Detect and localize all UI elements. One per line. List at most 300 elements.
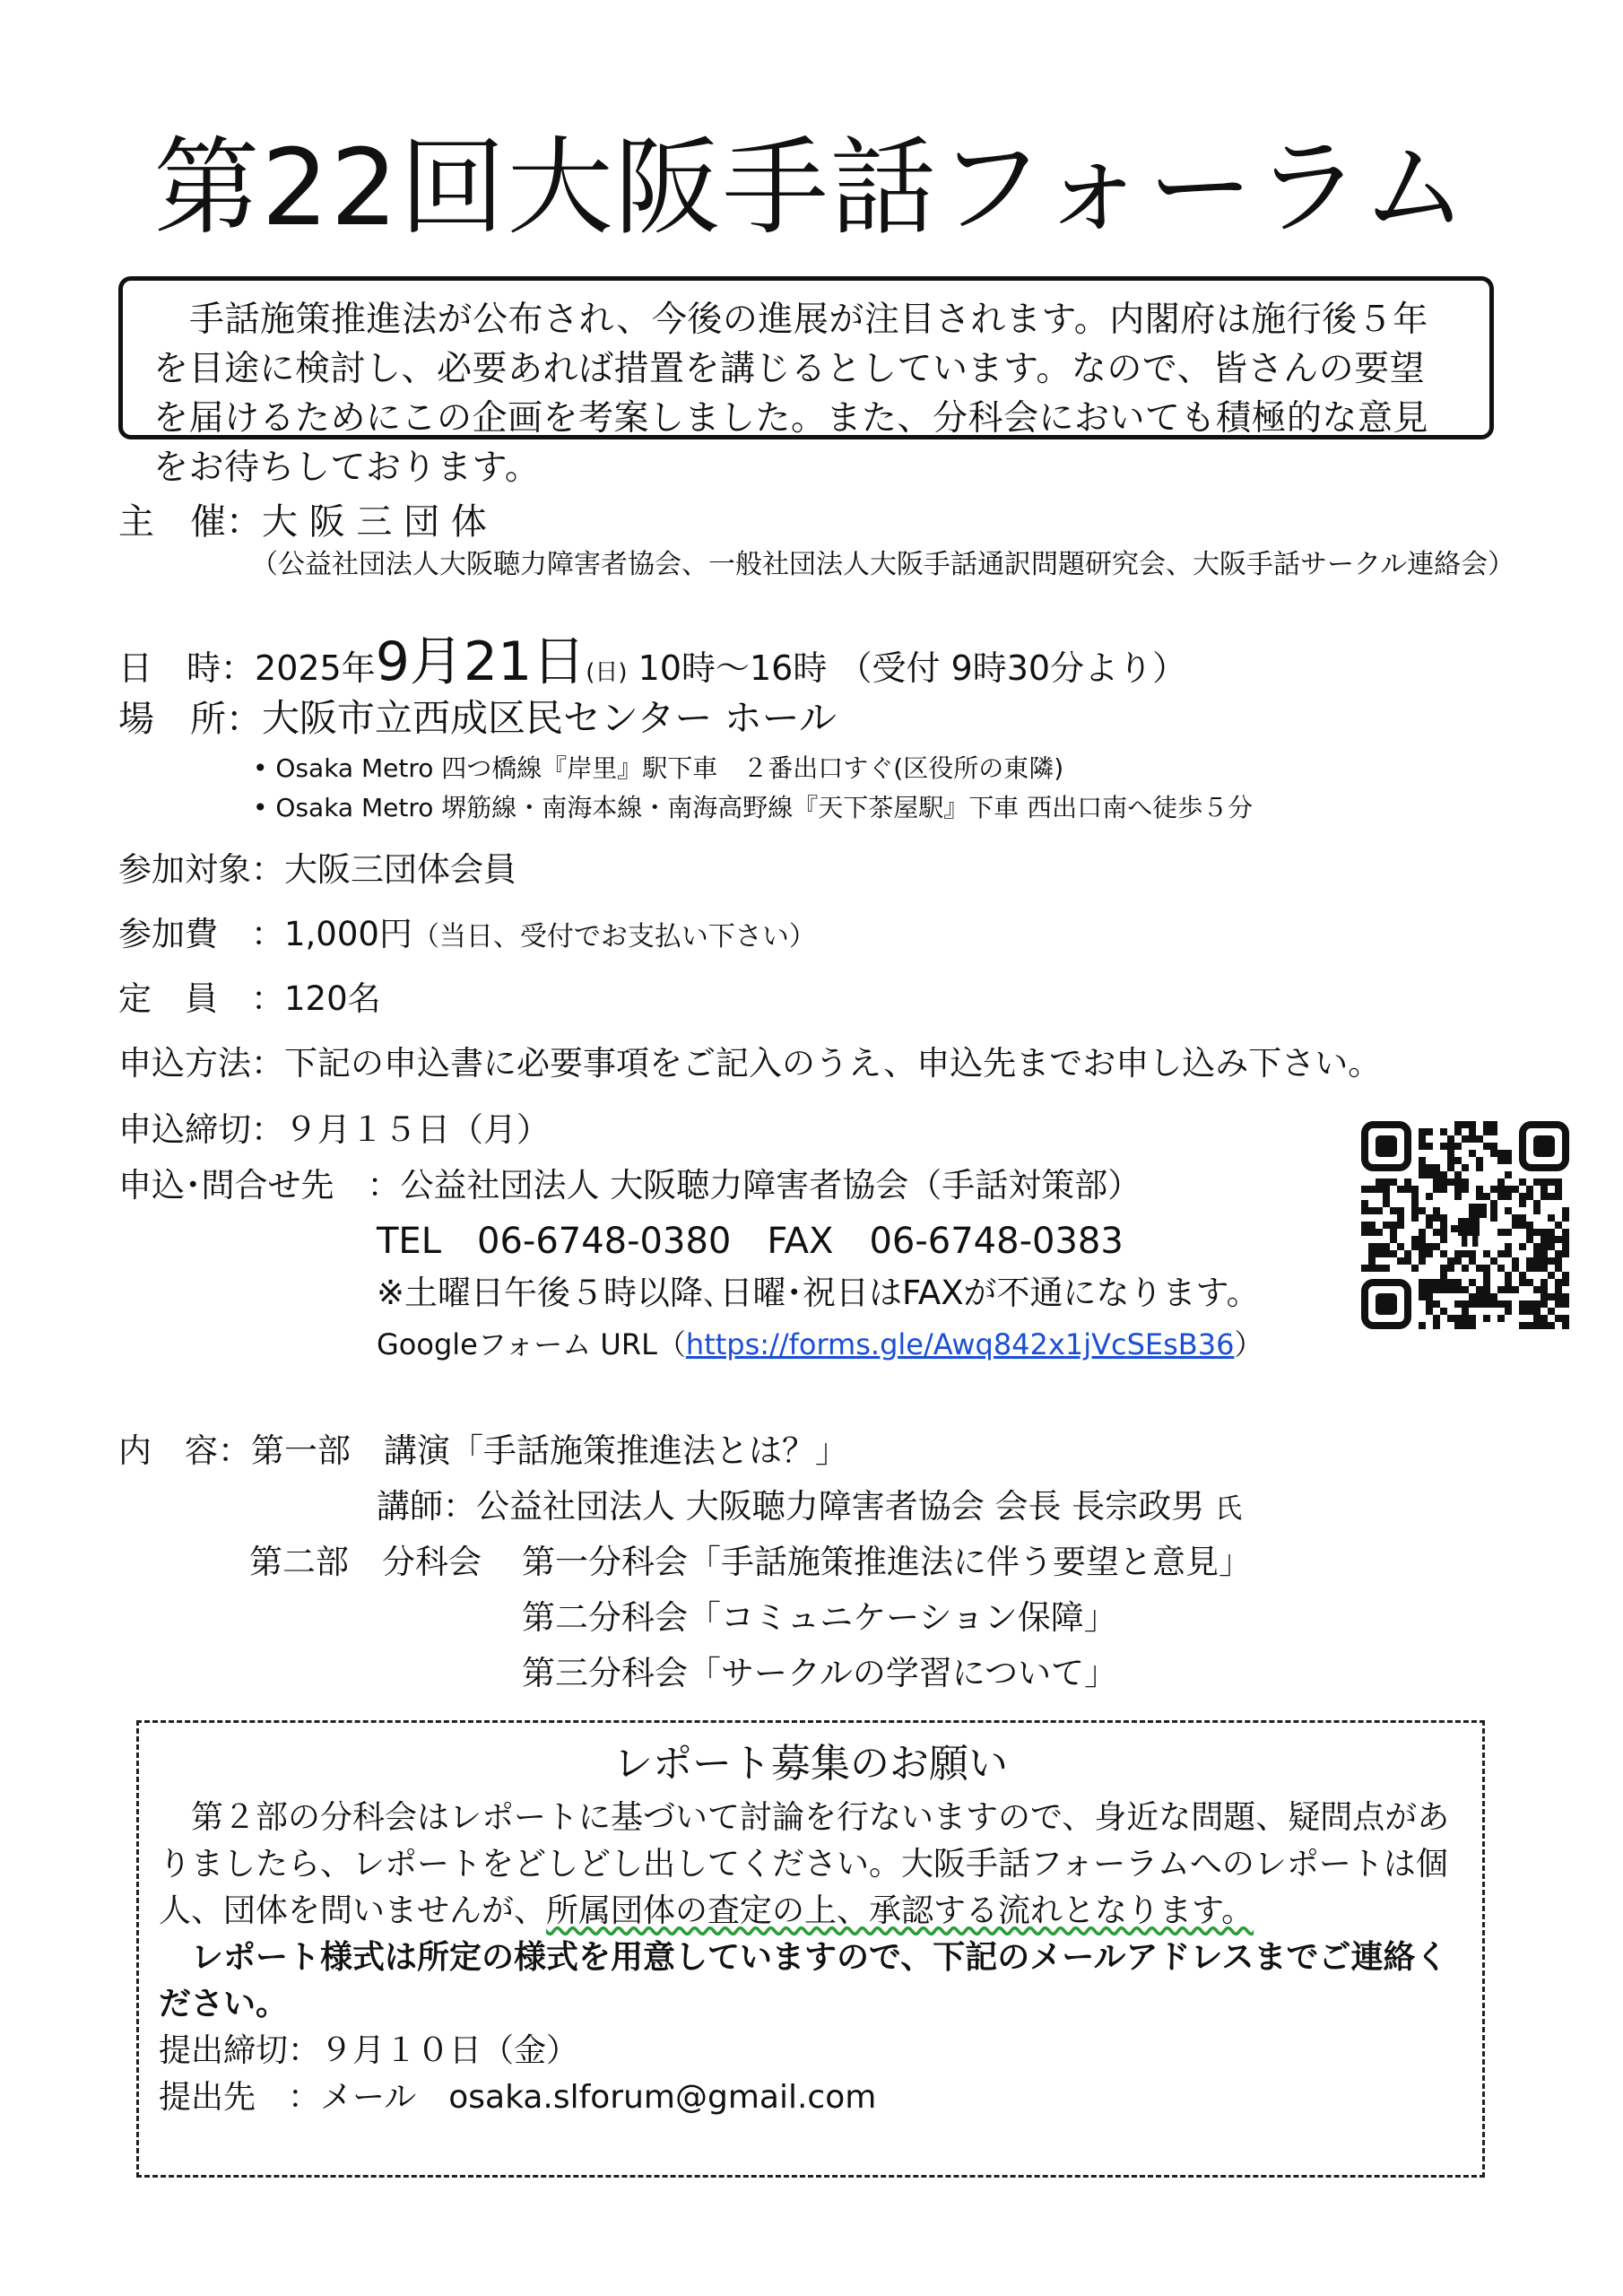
report-box (136, 1720, 1485, 2178)
contact-row (118, 1166, 1141, 1205)
qr-module (1462, 1121, 1469, 1128)
qr-module (1397, 1207, 1404, 1214)
qr-module (1368, 1243, 1376, 1250)
qr-module (1462, 1250, 1469, 1257)
qr-module (1447, 1135, 1454, 1143)
contact-org: 公益社団法人 大阪聴力障害者協会（手話対策部） (400, 1166, 1141, 1205)
qr-module (1490, 1207, 1497, 1214)
contact-label: 申込･問合せ先 ： (118, 1166, 401, 1205)
qr-module (1368, 1222, 1376, 1229)
qr-module (1562, 1229, 1569, 1236)
datetime-year: 2025年 (255, 648, 376, 688)
qr-module (1426, 1214, 1433, 1222)
qr-module (1454, 1322, 1462, 1329)
qr-module (1368, 1229, 1376, 1236)
qr-module (1426, 1193, 1433, 1200)
qr-module (1497, 1265, 1505, 1272)
qr-module (1483, 1143, 1490, 1150)
qr-module (1483, 1293, 1490, 1300)
qr-module (1426, 1279, 1433, 1286)
fee-note: （当日、受付でお支払い下さい） (412, 921, 816, 952)
qr-module (1490, 1293, 1497, 1300)
qr-module (1490, 1121, 1497, 1128)
qr-module (1361, 1207, 1368, 1214)
qr-module (1548, 1293, 1555, 1300)
qr-module (1562, 1214, 1569, 1222)
content-session-3: 第三分科会「サークルの学習について」 (522, 1654, 1118, 1692)
qr-module (1512, 1265, 1519, 1272)
qr-module (1447, 1279, 1454, 1286)
qr-module (1505, 1279, 1512, 1286)
qr-module (1541, 1229, 1548, 1236)
qr-module (1411, 1265, 1419, 1272)
qr-module (1533, 1207, 1541, 1214)
capacity-value: 120名 (284, 979, 381, 1018)
qr-module (1426, 1164, 1433, 1171)
qr-module (1426, 1128, 1433, 1135)
deadline-value: ９月１５日（月） (284, 1110, 550, 1149)
qr-module (1454, 1279, 1462, 1286)
qr-module (1526, 1322, 1533, 1329)
qr-module (1469, 1300, 1476, 1308)
qr-module (1376, 1229, 1383, 1236)
content-row (118, 1431, 848, 1471)
content-session-1: 第一分科会「手話施策推進法に伴う要望と意見」 (522, 1543, 1252, 1581)
qr-module (1469, 1135, 1476, 1143)
qr-module (1533, 1322, 1541, 1329)
fee-label: 参加費 ： (118, 915, 284, 953)
qr-module (1404, 1250, 1411, 1257)
organizer-detail: （公益社団法人大阪聴力障害者協会、一般社団法人大阪手話通訳問題研究会、大阪手話サークル連絡会） (251, 549, 1515, 580)
qr-module (1533, 1286, 1541, 1293)
qr-module (1490, 1150, 1497, 1157)
qr-module (1419, 1135, 1426, 1143)
qr-module (1469, 1250, 1476, 1257)
capacity-label: 定 員 ： (118, 979, 284, 1018)
qr-module (1440, 1286, 1447, 1293)
qr-module (1541, 1265, 1548, 1272)
qr-module (1541, 1300, 1548, 1308)
qr-module (1433, 1178, 1440, 1186)
datetime-time: 10時～16時 (638, 648, 828, 688)
qr-module (1454, 1286, 1462, 1293)
qr-module (1426, 1308, 1433, 1315)
qr-module (1526, 1300, 1533, 1308)
qr-module (1454, 1171, 1462, 1178)
qr-module (1497, 1157, 1505, 1164)
qr-module (1533, 1308, 1541, 1315)
capacity-row (118, 979, 381, 1019)
qr-module (1469, 1128, 1476, 1135)
qr-module (1433, 1286, 1440, 1293)
qr-module (1490, 1257, 1497, 1265)
qr-module (1390, 1178, 1397, 1186)
qr-module (1548, 1257, 1555, 1265)
qr-module (1519, 1193, 1526, 1200)
qr-module (1433, 1164, 1440, 1171)
qr-module (1419, 1207, 1426, 1214)
qr-module (1541, 1279, 1548, 1286)
venue-access-1: • Osaka Metro 四つ橋線『岸里』駅下車 ２番出口すぐ(区役所の東隣) (253, 753, 1064, 783)
qr-module (1555, 1178, 1562, 1186)
qr-module (1426, 1300, 1433, 1308)
qr-module (1505, 1186, 1512, 1193)
deadline-row (118, 1110, 550, 1150)
qr-module (1433, 1315, 1440, 1322)
qr-module (1490, 1128, 1497, 1135)
qr-module (1462, 1300, 1469, 1308)
qr-module (1555, 1293, 1562, 1300)
qr-module (1440, 1308, 1447, 1315)
content-part1: 第一部 講演「手話施策推進法とは？」 (251, 1431, 848, 1470)
qr-module (1419, 1229, 1426, 1236)
qr-module (1419, 1164, 1426, 1171)
contact-note: ※土曜日午後５時以降､日曜･祝日はFAXが不通になります。 (377, 1274, 1260, 1312)
qr-module (1505, 1286, 1512, 1293)
qr-module (1411, 1243, 1419, 1250)
qr-module (1497, 1286, 1505, 1293)
qr-module (1519, 1243, 1526, 1250)
qr-module (1376, 1178, 1383, 1186)
qr-module (1397, 1214, 1404, 1222)
qr-module (1541, 1322, 1548, 1329)
qr-module (1462, 1178, 1469, 1186)
qr-module (1440, 1143, 1447, 1150)
qr-module (1562, 1322, 1569, 1329)
qr-module (1397, 1186, 1404, 1193)
fee-value: 1,000円 (284, 915, 412, 953)
qr-module (1548, 1308, 1555, 1315)
qr-module (1548, 1229, 1555, 1236)
deadline-label: 申込締切： (118, 1110, 284, 1149)
qr-module (1447, 1143, 1454, 1150)
qr-module (1490, 1186, 1497, 1193)
qr-module (1526, 1308, 1533, 1315)
method-label: 申込方法： (118, 1044, 284, 1083)
qr-module (1440, 1222, 1447, 1229)
qr-module (1483, 1279, 1490, 1286)
qr-module (1505, 1150, 1512, 1157)
qr-module (1368, 1265, 1376, 1272)
qr-module (1519, 1300, 1526, 1308)
qr-module (1447, 1157, 1454, 1164)
qr-module (1497, 1229, 1505, 1236)
qr-module (1541, 1257, 1548, 1265)
qr-module (1533, 1178, 1541, 1186)
qr-module (1512, 1214, 1519, 1222)
qr-module (1426, 1293, 1433, 1300)
qr-module (1462, 1315, 1469, 1322)
qr-module (1419, 1143, 1426, 1150)
qr-module (1562, 1236, 1569, 1243)
qr-module (1562, 1300, 1569, 1308)
qr-module (1397, 1243, 1404, 1250)
qr-module (1476, 1293, 1483, 1300)
qr-module (1548, 1322, 1555, 1329)
qr-module (1433, 1243, 1440, 1250)
qr-module (1383, 1193, 1390, 1200)
qr-module (1533, 1265, 1541, 1272)
qr-module (1383, 1186, 1390, 1193)
qr-module (1411, 1186, 1419, 1193)
qr-module (1548, 1236, 1555, 1243)
qr-module (1454, 1257, 1462, 1265)
qr-module (1490, 1300, 1497, 1308)
qr-module (1505, 1157, 1512, 1164)
qr-module (1548, 1178, 1555, 1186)
form-url-link[interactable]: https://forms.gle/Awq842x1jVcSEsB36 (685, 1327, 1235, 1361)
qr-module (1541, 1193, 1548, 1200)
qr-module (1426, 1222, 1433, 1229)
qr-module (1390, 1250, 1397, 1257)
qr-module (1497, 1186, 1505, 1193)
qr-module (1426, 1171, 1433, 1178)
qr-module (1397, 1222, 1404, 1229)
qr-module (1469, 1293, 1476, 1300)
method-row (118, 1044, 1381, 1083)
qr-module (1376, 1207, 1383, 1214)
qr-module (1419, 1279, 1426, 1286)
qr-module (1497, 1250, 1505, 1257)
report-deadline: 提出締切：９月１０日（金） (159, 2032, 579, 2069)
qr-module (1476, 1164, 1483, 1171)
target-value: 大阪三団体会員 (284, 850, 516, 889)
content-lecturer: 講師：公益社団法人 大阪聴力障害者協会 会長 長宗政男 (377, 1487, 1205, 1526)
report-para1-a: 第２部の分科会はレポートに基づいて討論を行ないますので、身近な問題、疑問点がありましたら、レポートをどしどし出してください。大阪手話フォーラムへのレポートは個人、団体を問いませんが、 (159, 1799, 1450, 1929)
qr-module (1497, 1178, 1505, 1186)
venue-row (118, 696, 837, 741)
qr-module (1462, 1135, 1469, 1143)
qr-module (1555, 1279, 1562, 1286)
qr-module (1454, 1315, 1462, 1322)
datetime-weekday: (日) (586, 659, 628, 686)
qr-module (1426, 1286, 1433, 1293)
organizer-row (118, 500, 487, 544)
report-para1-b: 所属団体の査定の上、承認する流れとなります。 (546, 1892, 1254, 1929)
qr-module (1555, 1315, 1562, 1322)
content-lecturer-row (377, 1487, 1242, 1526)
qr-module (1447, 1315, 1454, 1322)
qr-module (1440, 1250, 1447, 1257)
target-label: 参加対象： (118, 850, 284, 889)
qr-module (1497, 1193, 1505, 1200)
qr-module (1454, 1250, 1462, 1257)
qr-module (1390, 1207, 1397, 1214)
qr-module (1526, 1229, 1533, 1236)
qr-module (1519, 1279, 1526, 1286)
qr-module (1555, 1286, 1562, 1293)
qr-module (1476, 1265, 1483, 1272)
target-row (118, 850, 516, 890)
venue-value: 大阪市立西成区民センター ホール (262, 696, 837, 740)
qr-module (1411, 1193, 1419, 1200)
qr-module (1361, 1265, 1368, 1272)
qr-module (1541, 1178, 1548, 1186)
qr-module (1476, 1286, 1483, 1293)
qr-module (1419, 1286, 1426, 1293)
form-label: Googleフォーム URL（ (377, 1327, 686, 1361)
qr-module (1476, 1186, 1483, 1193)
qr-module (1447, 1286, 1454, 1293)
qr-module (1426, 1250, 1433, 1257)
qr-module (1383, 1250, 1390, 1257)
qr-module (1483, 1193, 1490, 1200)
qr-module (1433, 1186, 1440, 1193)
content-session-2: 第二分科会「コミュニケーション保障」 (522, 1598, 1117, 1637)
qr-module (1526, 1222, 1533, 1229)
qr-module (1426, 1143, 1433, 1150)
qr-module (1541, 1293, 1548, 1300)
qr-module (1440, 1236, 1447, 1243)
qr-module (1433, 1171, 1440, 1178)
intro-box (118, 276, 1494, 488)
qr-module (1447, 1164, 1454, 1171)
report-submit: 提出先 ：メール osaka.slforum@gmail.com (159, 2079, 877, 2116)
qr-module (1562, 1315, 1569, 1322)
qr-module (1361, 1200, 1368, 1207)
contact-phone: TEL 06-6748-0380 FAX 06-6748-0383 (377, 1221, 1124, 1262)
qr-module (1483, 1300, 1490, 1308)
qr-module (1519, 1214, 1526, 1222)
qr-module (1368, 1257, 1376, 1265)
qr-module (1533, 1200, 1541, 1207)
qr-module (1505, 1207, 1512, 1214)
qr-module (1454, 1143, 1462, 1150)
organizer-label: 主 催： (118, 501, 262, 543)
qr-module (1519, 1272, 1526, 1279)
qr-module (1454, 1193, 1462, 1200)
datetime-label: 日 時： (118, 648, 256, 688)
qr-module (1512, 1186, 1519, 1193)
qr-module (1533, 1300, 1541, 1308)
qr-module (1433, 1207, 1440, 1214)
qr-module (1411, 1200, 1419, 1207)
qr-module (1505, 1171, 1512, 1178)
qr-module (1390, 1222, 1397, 1229)
qr-module (1555, 1265, 1562, 1272)
qr-module (1462, 1186, 1469, 1193)
qr-module (1440, 1214, 1447, 1222)
qr-module (1519, 1222, 1526, 1229)
qr-module (1361, 1186, 1368, 1193)
qr-module (1440, 1279, 1447, 1286)
qr-module (1440, 1171, 1447, 1178)
qr-module (1562, 1293, 1569, 1300)
qr-module (1497, 1315, 1505, 1322)
qr-module (1476, 1193, 1483, 1200)
qr-module (1440, 1229, 1447, 1236)
qr-module (1541, 1315, 1548, 1322)
qr-module (1512, 1286, 1519, 1293)
qr-module (1555, 1250, 1562, 1257)
qr-module (1376, 1250, 1383, 1257)
qr-module (1541, 1250, 1548, 1257)
qr-module (1533, 1250, 1541, 1257)
qr-module (1483, 1265, 1490, 1272)
qr-module (1376, 1186, 1383, 1193)
qr-module (1433, 1279, 1440, 1286)
venue-label: 場 所： (118, 699, 262, 740)
intro-text: 手話施策推進法が公布され、今後の進展が注目されます。内閣府は施行後５年を目途に検討し、必要あれば措置を講じるとしています。なので、皆さんの要望を届けるためにこの企画を考案しました。また、分科会においても積極的な意見をお待ちしております。 (153, 300, 1429, 488)
qr-module (1462, 1286, 1469, 1293)
qr-module (1476, 1300, 1483, 1308)
qr-module (1433, 1300, 1440, 1308)
qr-module (1440, 1186, 1447, 1193)
method-value: 下記の申込書に必要事項をご記入のうえ、申込先までお申し込み下さい。 (284, 1044, 1382, 1083)
qr-module (1562, 1279, 1569, 1286)
qr-module (1548, 1214, 1555, 1222)
qr-module (1526, 1236, 1533, 1243)
qr-module (1440, 1272, 1447, 1279)
qr-module (1555, 1257, 1562, 1265)
qr-module (1419, 1293, 1426, 1300)
qr-module (1462, 1164, 1469, 1171)
qr-module (1433, 1229, 1440, 1236)
qr-module (1490, 1214, 1497, 1222)
fee-row (118, 915, 816, 954)
qr-module (1519, 1322, 1526, 1329)
qr-module (1383, 1200, 1390, 1207)
qr-module (1404, 1178, 1411, 1186)
qr-module (1469, 1322, 1476, 1329)
qr-module (1462, 1308, 1469, 1315)
qr-module (1562, 1243, 1569, 1250)
form-close: ） (1234, 1327, 1263, 1361)
qr-module (1411, 1207, 1419, 1214)
qr-module (1469, 1121, 1476, 1128)
datetime-month-day: 9月21日 (375, 631, 586, 693)
qr-module (1548, 1272, 1555, 1279)
content-lecturer-suffix: 氏 (1215, 1493, 1243, 1525)
qr-module (1490, 1143, 1497, 1150)
qr-code (1361, 1121, 1569, 1329)
qr-module (1526, 1279, 1533, 1286)
qr-module (1519, 1200, 1526, 1207)
qr-module (1562, 1272, 1569, 1279)
qr-module (1419, 1243, 1426, 1250)
qr-module (1376, 1265, 1383, 1272)
qr-module (1512, 1222, 1519, 1229)
qr-module (1562, 1250, 1569, 1257)
content-part2-label: 第二部 分科会 (249, 1543, 482, 1581)
qr-module (1505, 1250, 1512, 1257)
qr-module (1476, 1135, 1483, 1143)
qr-module (1497, 1150, 1505, 1157)
report-para2: レポート様式は所定の様式を用意していますので、下記のメールアドレスまでご連絡ください。 (159, 1939, 1448, 2022)
qr-module (1454, 1128, 1462, 1135)
qr-module (1490, 1200, 1497, 1207)
qr-module (1383, 1222, 1390, 1229)
qr-module (1411, 1236, 1419, 1243)
qr-module (1419, 1257, 1426, 1265)
qr-module (1454, 1157, 1462, 1164)
qr-module (1440, 1178, 1447, 1186)
qr-module (1533, 1229, 1541, 1236)
qr-module (1533, 1257, 1541, 1265)
qr-module (1447, 1257, 1454, 1265)
qr-module (1541, 1186, 1548, 1193)
qr-module (1390, 1229, 1397, 1236)
qr-module (1541, 1243, 1548, 1250)
qr-module (1383, 1178, 1390, 1186)
qr-module (1555, 1222, 1562, 1229)
qr-module (1361, 1222, 1368, 1229)
qr-module (1505, 1229, 1512, 1236)
qr-module (1462, 1322, 1469, 1329)
qr-module (1447, 1265, 1454, 1272)
qr-module (1526, 1186, 1533, 1193)
qr-module (1548, 1193, 1555, 1200)
